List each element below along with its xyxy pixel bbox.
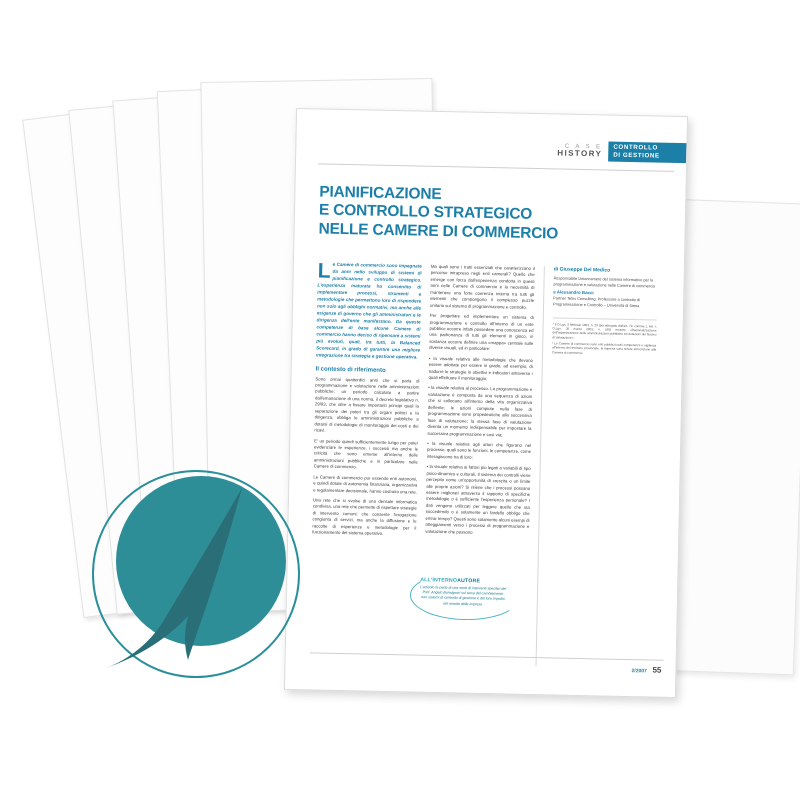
author-role-2: Partner Telos Consulting, Professore a contratto di Programmazione e Controllo – Università di Siena xyxy=(553,295,641,309)
page-number: 55 xyxy=(652,665,662,675)
lead-paragraph xyxy=(316,261,422,361)
body-paragraph: Una rete che si svolse di una densale informatica condivisa, una rete che permette di rispettare strategie di intervento comuni, che consente l'erogazione congiunta di servizi, ma anche la diffusione e le raccolte di esperienze e metodologie per il funzionamento del sistema operativo. xyxy=(312,497,417,537)
author-name-2: e Alessandro Bacci xyxy=(553,289,594,296)
footnotes xyxy=(552,317,657,356)
title-line-1: PIANIFICAZIONE xyxy=(319,183,442,204)
teal-circle-arrow-logo-icon xyxy=(92,470,300,678)
title-line-2: E CONTROLLO STRATEGICO xyxy=(318,201,533,224)
column-one xyxy=(310,261,422,663)
body-paragraph: E' un periodo quindi sufficientemente lungo per poter evidenziare le esperienze, i successi ma anche le criticità che sono emerse all'interno delle amministrazioni pubbliche e in particolare nelle Camere di commercio. xyxy=(313,437,419,470)
body-paragraph: Ma quali sono i tratti essenziali che caratterizzano il percorso intrapreso negli enti camerali? Quello che emerge con forza dall'esperienza condotta in questi anni nelle Camere di commercio è la necessità di mantenere una forte coerenza interna tra tutti gli elementi che compongono il complesso puzzle unitario sul sistema di programmazione e controllo. xyxy=(429,263,535,310)
footnote-item: ¹ Le Camere di commercio sono enti pubblici locali competenze e vigilanza all'interno del territorio provinciale, la impresa sono tenute all'iscrizione alla Camera di commercio. xyxy=(552,341,657,355)
callout-body: L'articolo fa parte di una serie di interventi specifici del Prof. Angelo Bonsignori sul tema del cambiamento non sistemi di controllo di gestione e del loro impatto nel mondo delle imprese xyxy=(420,585,507,607)
callout-title-word1: ALL'INTERNO xyxy=(420,577,458,584)
body-paragraph: • la visuale relativa ai fattori più legati a variabili di tipo psico-dinamico e culturali. Il sistema dei controlli viene percepito come un'opportunità di crescita o un limite alle proprie azioni? Si ritiene che i processi possano essere migliorati attraverso il rapporto di specifiche metodologie o è sufficiente l'esperienza personale? I dati vengono utilizzati per leggere quello che sta succedendo o è solamente un fardello obbligo che entrar tempo? Questi sono solamente alcuni esempi di atteggiamenti verso i processi di programmazione e valutazione che possono xyxy=(425,464,531,535)
page-title xyxy=(318,183,589,243)
lead-text: e Camere di commercio sono impegnate da anni nello sviluppo di sistemi di pianificazione e controllo strategico. L'esperienza maturata ha consentito di implementare processi, strumenti e metodologie che permettono loro di rispondere non solo agli obblighi normativi, ma anche alle esigenze di governo che gli amministratori e le dirigenza dell'ente manifestano. Da queste competenze di base alcune Camere di commercio hanno deciso di ripensare a sistemi più evoluti, quali, tra tutti, la Balanced Scorecard, in grado di garantire una migliore integrazione tra strategia e gestione operativa. xyxy=(315,261,422,360)
header-section-badge xyxy=(608,142,686,164)
page-footer xyxy=(631,665,661,675)
logo-arrow-icon xyxy=(92,470,300,678)
issue-label: 2/2007 xyxy=(631,668,647,675)
author-byline: di Giuseppe Del Medico xyxy=(553,266,611,274)
author-role-1: Responsabile Unioncamere del sistema informativo per la programmazione e valutazione nelle Camere di commercio xyxy=(553,275,656,289)
title-line-3: NELLE CAMERE DI COMMERCIO xyxy=(318,220,559,243)
page-header xyxy=(296,135,686,163)
body-paragraph: Le Camere di commercio pur essendo enti autonomi, e quindi dotate di autonomia finanziaria, organizzativa e regolamentare decisionale, hanno costruito una rete. xyxy=(313,474,418,495)
section-heading: Il contesto di riferimento xyxy=(315,365,386,374)
footnote-item: * Il D.Lgs. 2 febbraio 1993, n. 29 (poi abrogato dall'art. 72, comma 1, lett. t, D.Lgs. 30 marzo 2001, n. 165) recante «Razionalizzazione dell'organizzazione delle amministrazioni pubbliche ed dotazioni del Nucleo di Valutazione». xyxy=(552,322,657,340)
body-paragraph: • la visuale relativa al processo. La programmazione e valutazione è composta da una sequenza di azioni che si collocano all'interno della vita organizzativa dell'ente; le azioni compiute nella fase di programmazione sono propedeutiche alla successiva fase di valutazione; la stessa fase di valutazione diventa un momento indispensabile per impostare la successiva programmazione e così via; xyxy=(427,385,533,437)
body-paragraph: Per progettare ed implementare un sistema di programmazione e controllo all'interno di un ente pubblico occorre infatti possedere una conoscenza ed una padronanza di tutti gli elementi in gioco, in sostanza occorre definire una «mappa» centrale sulle diverse visuali, ed in particolare: xyxy=(429,312,534,352)
header-divider xyxy=(318,163,674,171)
drop-cap: L xyxy=(317,259,331,283)
badge-line1: CONTROLLO xyxy=(613,143,659,152)
body-paragraph: • la visuale relativa agli attori che figurano nel processo: quali sono le funzioni, le competenze, come interagiscono tra di loro; xyxy=(426,440,532,460)
column-three-sidebar xyxy=(536,266,658,668)
header-kicker xyxy=(557,143,608,158)
badge-line2: DI GESTIONE xyxy=(613,151,660,160)
header-kicker-line2: HISTORY xyxy=(557,148,603,159)
callout-title-word2: AUTORE xyxy=(457,577,481,585)
header-kicker-line1: C A S E xyxy=(564,143,603,151)
author-callout xyxy=(420,577,507,608)
body-paragraph: Sono ormai quattordici anni che si parla di programmazione e valutazione nelle amministrazioni pubbliche; un periodo calcolato a partire dall'emanazione di una norma, il decreto legislativo n. 29/93, che oltre a fissare importanti principi quali la separazione dei poteri tra gli organi politici e la dirigenza, obbliga le amministrazioni pubbliche a dotarsi di metodologie di monitoraggio dei costi e dei ricavi. xyxy=(314,375,420,433)
body-paragraph: • la visuale relativa alle metodologie che devono essere adottate per essere in grado, ad esempio, di tradurre le strategie in obiettivi e indicatori attraverso i quali effettuare il monitoraggio; xyxy=(428,355,533,382)
